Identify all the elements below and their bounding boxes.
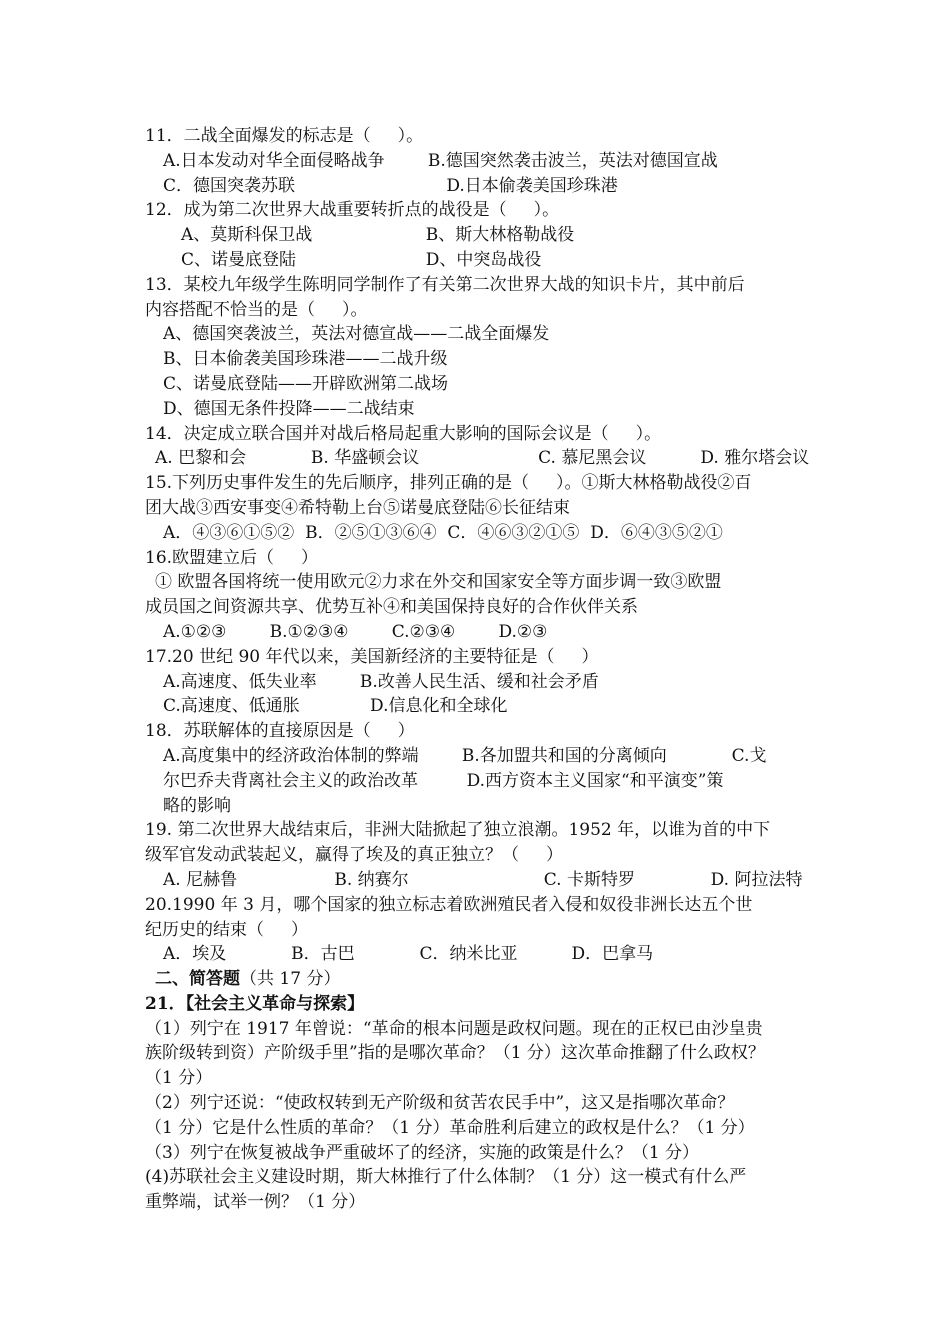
q18-stem: 18．苏联解体的直接原因是（ ） bbox=[145, 721, 415, 742]
q21-part4-line2: 重弊端，试举一例？（1 分） bbox=[145, 1192, 366, 1213]
q20-stem-1: 20.1990 年 3 月，哪个国家的独立标志着欧洲殖民者入侵和奴役非洲长达五个世 bbox=[145, 894, 753, 915]
q12-options-1: A、莫斯科保卫战 B、斯大林格勒战役 bbox=[181, 225, 575, 246]
q15-stem-1: 15.下列历史事件发生的先后顺序，排列正确的是（ ）。①斯大林格勒战役②百 bbox=[145, 473, 752, 494]
q21-part2-line1: （2）列宁还说：“使政权转到无产阶级和贫苦农民手中”，这又是指哪次革命？ bbox=[145, 1093, 735, 1114]
q19-options: A. 尼赫鲁 B. 纳赛尔 C. 卡斯特罗 D. 阿拉法特 bbox=[163, 869, 803, 890]
q11-options-2: C．德国突袭苏联 D.日本偷袭美国珍珠港 bbox=[163, 175, 618, 196]
q17-options-1: A.高速度、低失业率 B.改善人民生活、缓和社会矛盾 bbox=[163, 671, 599, 692]
q21-number: 21． bbox=[145, 993, 186, 1014]
q21-part2-line2: （1 分）它是什么性质的革命？（1 分）革命胜利后建立的政权是什么？（1 分） bbox=[145, 1117, 755, 1138]
section-2-title: 二、简答题 bbox=[155, 969, 240, 990]
q13-option-c: C、诺曼底登陆——开辟欧洲第二战场 bbox=[163, 373, 449, 394]
q21-part1-line1: （1）列宁在 1917 年曾说：“革命的根本问题是政权问题。现在的正权已由沙皇贵 bbox=[145, 1018, 763, 1039]
q21-part3-line1: （3）列宁在恢复被战争严重破坏了的经济，实施的政策是什么？（1 分） bbox=[145, 1142, 700, 1163]
q13-option-d: D、德国无条件投降——二战结束 bbox=[163, 398, 415, 419]
q15-stem-2: 团大战③西安事变④希特勒上台⑤诺曼底登陆⑥长征结束 bbox=[145, 497, 570, 518]
q13-option-a: A、德国突袭波兰，英法对德宣战——二战全面爆发 bbox=[163, 324, 550, 345]
q13-option-b: B、日本偷袭美国珍珠港——二战升级 bbox=[163, 349, 448, 370]
q18-options-1: A.高度集中的经济政治体制的弊端 B.各加盟共和国的分离倾向 C.戈 bbox=[163, 745, 767, 766]
section-2-points: （共 17 分） bbox=[240, 969, 341, 990]
q20-stem-2: 纪历史的结束（ ） bbox=[145, 919, 309, 940]
q16-options: A.①②③ B.①②③④ C.②③④ D.②③ bbox=[163, 621, 548, 642]
q12-stem: 12．成为第二次世界大战重要转折点的战役是（ ）。 bbox=[145, 200, 560, 221]
q18-options-2: 尔巴乔夫背离社会主义的政治改革 D.西方资本主义国家“和平演变”策 bbox=[163, 770, 724, 791]
q13-stem-1: 13．某校九年级学生陈明同学制作了有关第二次世界大战的知识卡片，其中前后 bbox=[145, 274, 745, 295]
q21-heading bbox=[145, 992, 825, 1017]
q14-options: A. 巴黎和会 B. 华盛顿会议 C. 慕尼黑会议 D. 雅尔塔会议 bbox=[155, 448, 810, 469]
q19-stem-1: 19. 第二次世界大战结束后，非洲大陆掀起了独立浪潮。1952 年，以谁为首的中下 bbox=[145, 820, 771, 841]
q13-stem-2: 内容搭配不恰当的是（ ）。 bbox=[145, 299, 368, 320]
q19-stem-2: 级军官发动武装起义，赢得了埃及的真正独立？（ ） bbox=[145, 845, 564, 866]
q15-options: A．④③⑥①⑤② B．②⑤①③⑥④ C．④⑥③②①⑤ D．⑥④③⑤②① bbox=[163, 522, 723, 543]
q21-title: 【社会主义革命与探索】 bbox=[185, 993, 365, 1014]
section-2-heading bbox=[145, 967, 825, 992]
q17-options-2: C.高速度、低通胀 D.信息化和全球化 bbox=[163, 696, 508, 717]
q11-stem: 11．二战全面爆发的标志是（ ）。 bbox=[145, 126, 424, 146]
q14-stem: 14．决定成立联合国并对战后格局起重大影响的国际会议是（ ）。 bbox=[145, 423, 662, 444]
exam-content bbox=[145, 124, 825, 1215]
q16-body-1: ① 欧盟各国将统一使用欧元②力求在外交和国家安全等方面步调一致③欧盟 bbox=[155, 572, 722, 593]
q18-options-3: 略的影响 bbox=[163, 795, 231, 816]
q16-body-2: 成员国之间资源共享、优势互补④和美国保持良好的合作伙伴关系 bbox=[145, 597, 638, 618]
q21-part4-line1: (4)苏联社会主义建设时期，斯大林推行了什么体制？（1 分）这一模式有什么严 bbox=[145, 1167, 747, 1188]
q16-stem: 16.欧盟建立后（ ） bbox=[145, 547, 319, 568]
q21-part1-line3: （1 分） bbox=[145, 1068, 213, 1089]
q17-stem: 17.20 世纪 90 年代以来，美国新经济的主要特征是（ ） bbox=[145, 646, 599, 667]
q20-options: A．埃及 B．古巴 C．纳米比亚 D．巴拿马 bbox=[163, 944, 654, 965]
q11-options-1: A.日本发动对华全面侵略战争 B.德国突然袭击波兰，英法对德国宣战 bbox=[163, 150, 718, 171]
q21-part1-line2: 族阶级转到资）产阶级手里”指的是哪次革命？（1 分）这次革命推翻了什么政权？ bbox=[145, 1043, 765, 1064]
q12-options-2: C、诺曼底登陆 D、中突岛战役 bbox=[181, 249, 542, 270]
